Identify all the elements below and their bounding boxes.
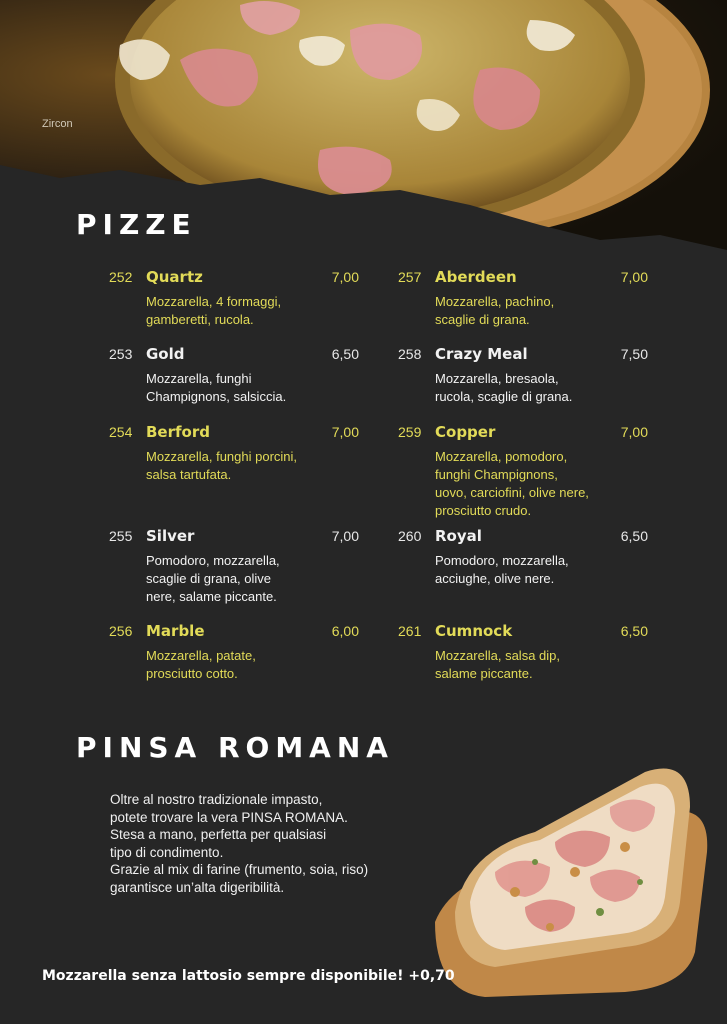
item-name: Quartz <box>146 268 203 286</box>
item-number: 254 <box>109 424 133 440</box>
item-price: 7,00 <box>331 269 359 285</box>
pinsa-section-title: PINSA ROMANA <box>76 731 394 764</box>
pinsa-illustration <box>425 752 715 1002</box>
item-number: 260 <box>398 528 422 544</box>
item-name: Aberdeen <box>435 268 517 286</box>
item-price: 6,50 <box>620 623 648 639</box>
item-description: Mozzarella, bresaola, rucola, scaglie di grana. <box>435 371 573 404</box>
item-name: Marble <box>146 622 205 640</box>
item-price: 6,50 <box>620 528 648 544</box>
item-price: 6,00 <box>331 623 359 639</box>
item-description: Mozzarella, pomodoro, funghi Champignons, uovo, carciofini, olive nere, prosciutto crudo. <box>435 449 589 518</box>
item-description: Mozzarella, funghi porcini, salsa tartufata. <box>146 449 298 482</box>
item-number: 256 <box>109 623 133 639</box>
item-name: Copper <box>435 423 496 441</box>
item-price: 6,50 <box>331 346 359 362</box>
pizze-section-title: PIZZE <box>76 208 197 241</box>
item-number: 259 <box>398 424 422 440</box>
item-description: Pomodoro, mozzarella, acciughe, olive nere. <box>435 553 569 586</box>
item-price: 7,00 <box>331 528 359 544</box>
item-price: 7,50 <box>620 346 648 362</box>
item-name: Gold <box>146 345 185 363</box>
item-description: Mozzarella, funghi Champignons, salsiccia. <box>146 371 287 404</box>
item-description: Mozzarella, pachino, scaglie di grana. <box>435 294 555 327</box>
lactose-free-note: Mozzarella senza lattosio sempre disponibile! +0,70 <box>42 968 455 984</box>
item-price: 7,00 <box>331 424 359 440</box>
item-number: 257 <box>398 269 422 285</box>
photo-caption: Zircon <box>42 118 73 130</box>
pinsa-description: Oltre al nostro tradizionale impasto, potete trovare la vera PINSA ROMANA. Stesa a mano, perfetta per qualsiasi tipo di condimento. Grazie al mix di farine (frumento, soia, riso) garantisce un’alta digeribilità. <box>110 792 369 895</box>
item-number: 255 <box>109 528 133 544</box>
item-name: Cumnock <box>435 622 513 640</box>
item-number: 253 <box>109 346 133 362</box>
item-description: Mozzarella, patate, prosciutto cotto. <box>146 648 256 681</box>
item-description: Mozzarella, 4 formaggi, gamberetti, rucola. <box>146 294 282 327</box>
item-price: 7,00 <box>620 424 648 440</box>
item-number: 261 <box>398 623 422 639</box>
item-number: 252 <box>109 269 133 285</box>
item-name: Royal <box>435 527 482 545</box>
item-number: 258 <box>398 346 422 362</box>
item-name: Silver <box>146 527 195 545</box>
item-description: Mozzarella, salsa dip, salame piccante. <box>435 648 560 681</box>
item-description: Pomodoro, mozzarella, scaglie di grana, olive nere, salame piccante. <box>146 553 280 604</box>
item-price: 7,00 <box>620 269 648 285</box>
item-name: Berford <box>146 423 210 441</box>
item-name: Crazy Meal <box>435 345 528 363</box>
